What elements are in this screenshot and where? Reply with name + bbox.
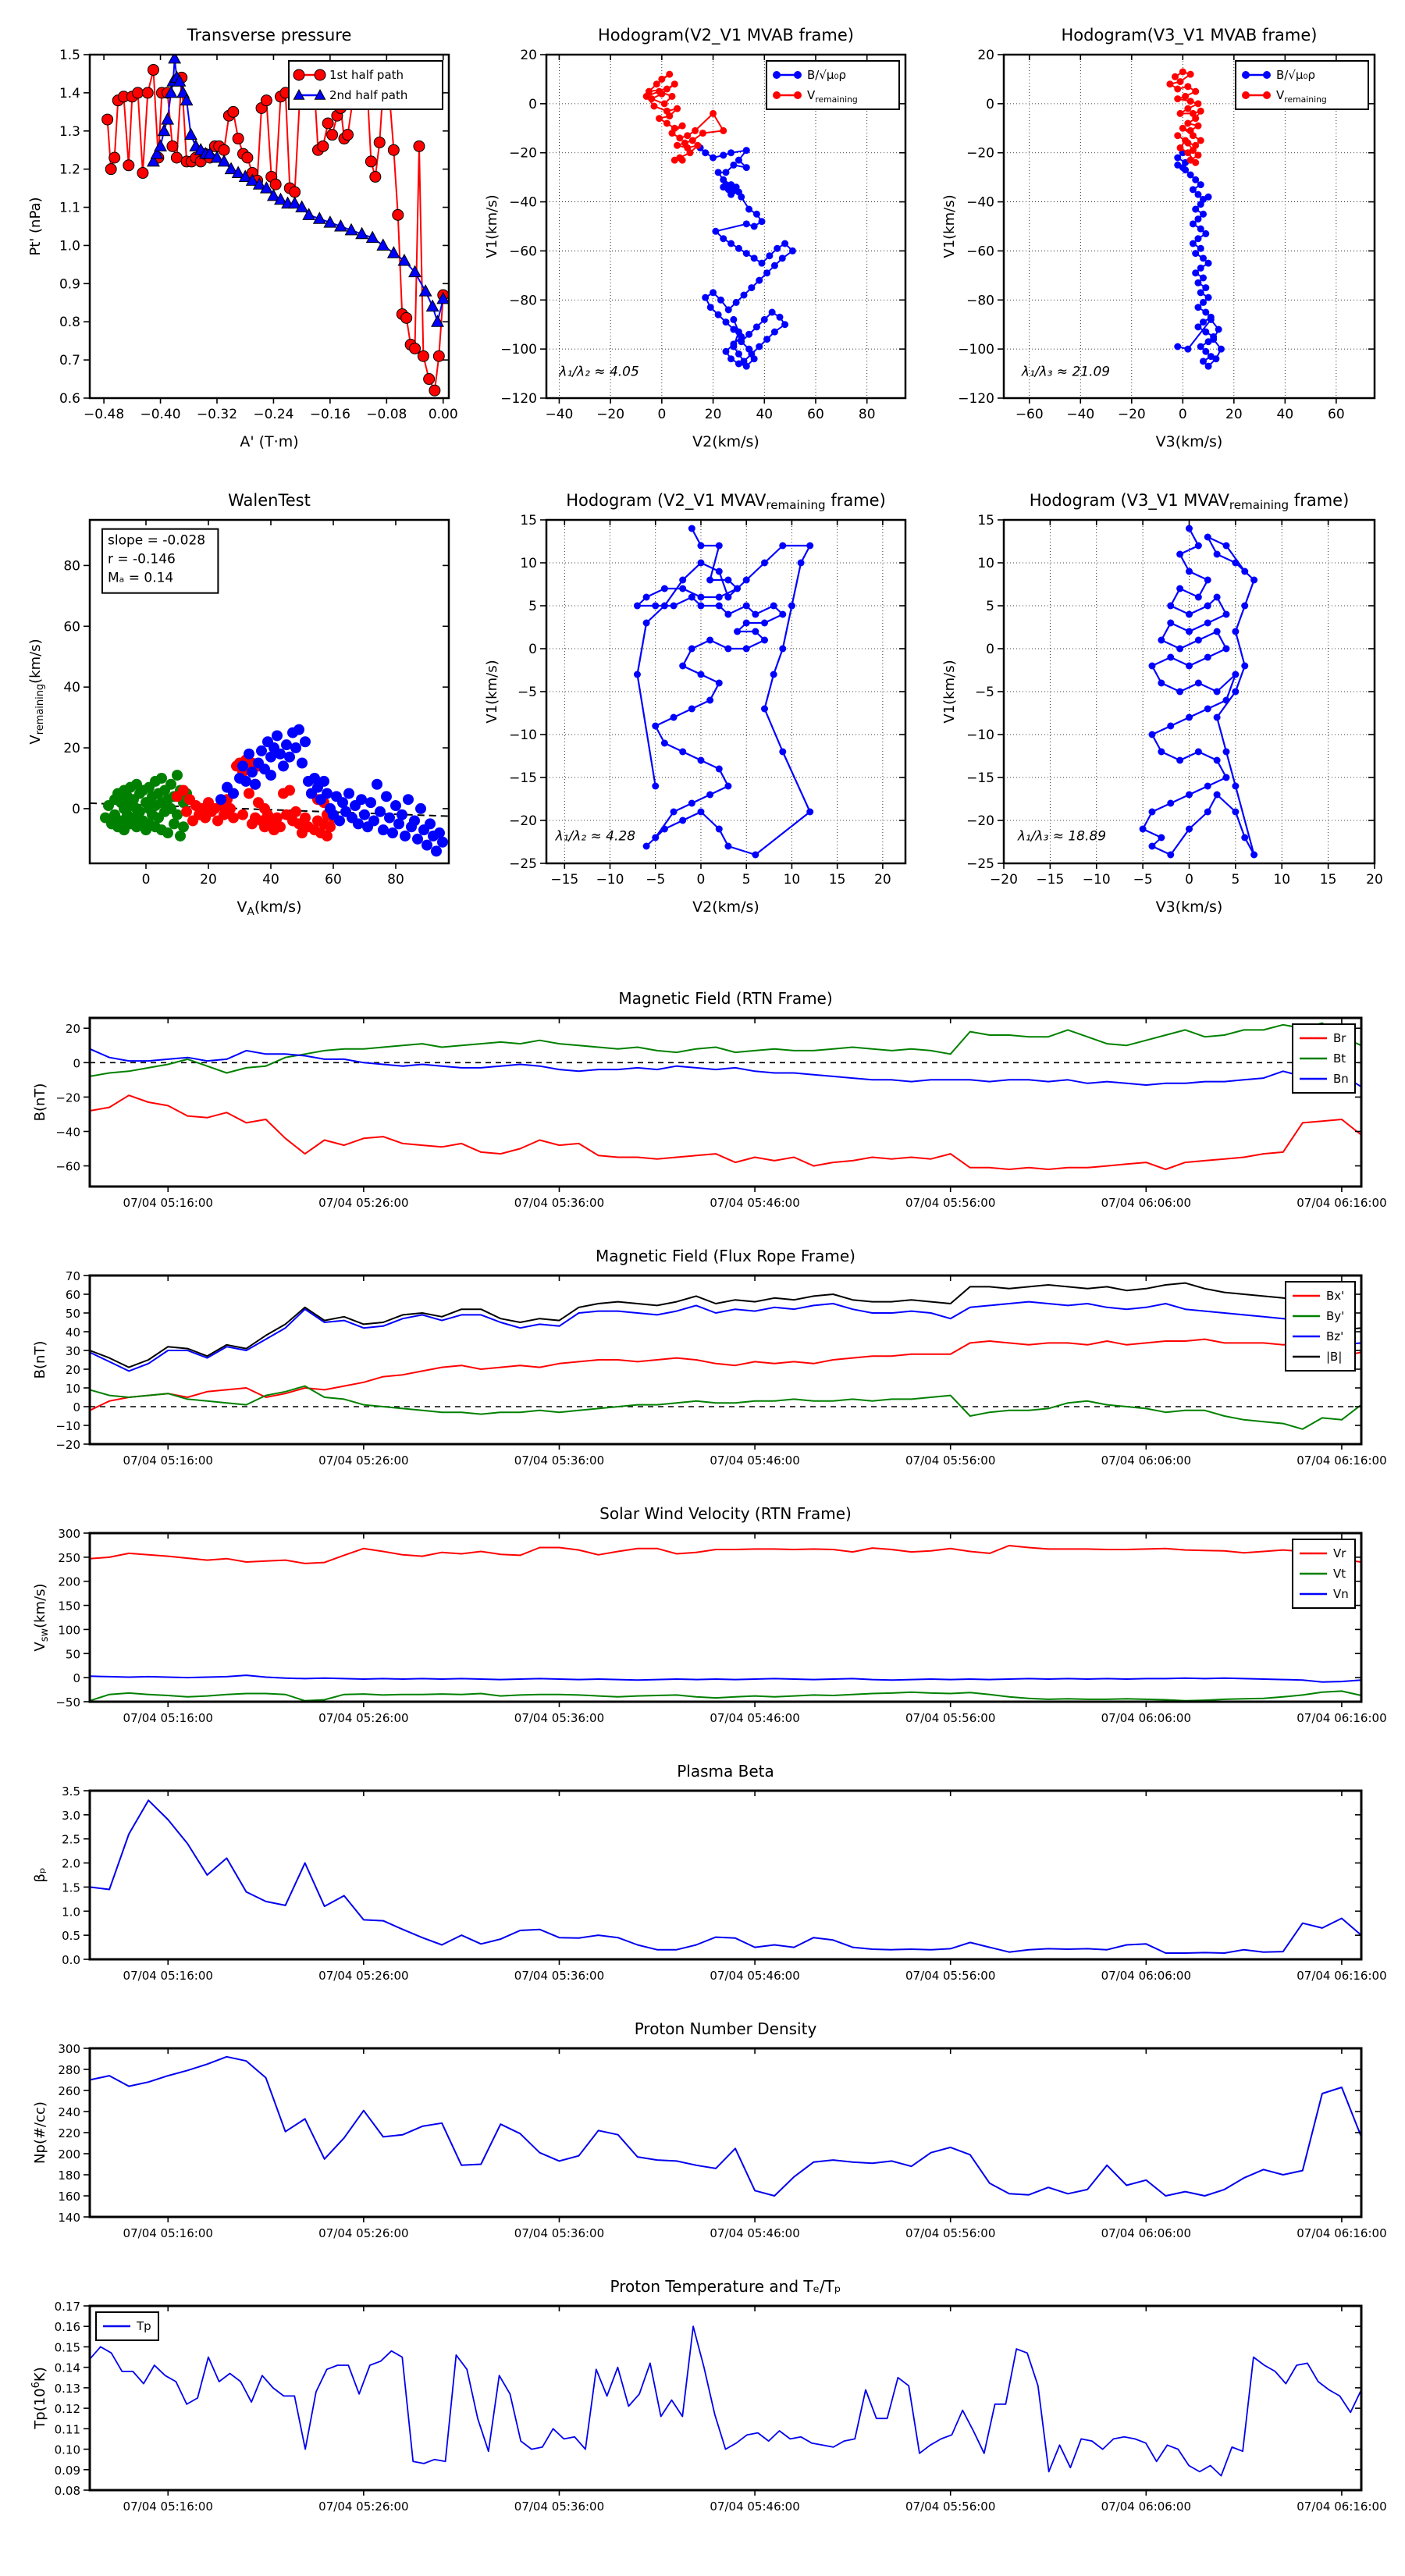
svg-text:0.9: 0.9 — [59, 276, 80, 293]
svg-text:−20: −20 — [966, 145, 994, 162]
svg-text:−25: −25 — [966, 856, 994, 872]
svg-text:Proton Temperature and Tₑ/Tₚ: Proton Temperature and Tₑ/Tₚ — [610, 2277, 841, 2296]
svg-text:−40: −40 — [509, 194, 537, 211]
svg-text:1.1: 1.1 — [59, 200, 80, 216]
svg-text:WalenTest: WalenTest — [228, 491, 311, 510]
svg-text:20: 20 — [65, 1363, 80, 1377]
svg-text:60: 60 — [325, 872, 342, 888]
panel-proton-number-density — [16, 2016, 1391, 2273]
svg-text:Hodogram(V3_V1 MVAB frame): Hodogram(V3_V1 MVAB frame) — [1061, 26, 1318, 44]
svg-text:0: 0 — [1178, 407, 1187, 422]
svg-text:Bx': Bx' — [1326, 1289, 1345, 1303]
svg-text:−10: −10 — [596, 872, 624, 888]
svg-text:1st half path: 1st half path — [329, 68, 404, 82]
panel-magnetic-field-rtn — [16, 985, 1391, 1243]
svg-text:10: 10 — [520, 556, 537, 571]
svg-text:−15: −15 — [550, 872, 579, 888]
svg-text:07/04 05:46:00: 07/04 05:46:00 — [710, 1969, 800, 1983]
svg-text:Tp: Tp — [137, 2319, 151, 2333]
svg-text:0: 0 — [1185, 872, 1193, 888]
svg-text:07/04 05:46:00: 07/04 05:46:00 — [710, 1453, 800, 1468]
svg-text:−120: −120 — [958, 391, 994, 407]
svg-text:07/04 05:46:00: 07/04 05:46:00 — [710, 2500, 800, 2514]
svg-text:0.16: 0.16 — [54, 2320, 80, 2335]
svg-text:−5: −5 — [646, 872, 666, 888]
svg-text:160: 160 — [58, 2190, 80, 2204]
svg-text:07/04 06:16:00: 07/04 06:16:00 — [1297, 2226, 1387, 2240]
svg-text:07/04 05:36:00: 07/04 05:36:00 — [514, 1196, 605, 1210]
svg-text:VA(km/s): $V_A(km/s)$ — [237, 898, 302, 918]
svg-text:07/04 06:06:00: 07/04 06:06:00 — [1101, 1196, 1192, 1210]
svg-text:220: 220 — [58, 2126, 80, 2140]
svg-text:0: 0 — [528, 642, 537, 657]
panel-hodogram-v2v1-mvab — [468, 9, 925, 470]
svg-text:07/04 06:06:00: 07/04 06:06:00 — [1101, 2500, 1192, 2514]
svg-text:200: 200 — [58, 2147, 80, 2161]
svg-text:20: 20 — [1366, 872, 1383, 888]
panel-magnetic-field-fluxrope — [16, 1243, 1391, 1500]
svg-text:07/04 06:16:00: 07/04 06:16:00 — [1297, 1969, 1387, 1983]
panel-hodogram-v2v1-mvav — [468, 475, 925, 935]
svg-text:Transverse pressure: Transverse pressure — [187, 26, 352, 44]
svg-text:07/04 06:16:00: 07/04 06:16:00 — [1297, 1453, 1387, 1468]
svg-text:80: 80 — [858, 407, 876, 422]
svg-text:07/04 05:26:00: 07/04 05:26:00 — [318, 2500, 409, 2514]
svg-text:07/04 05:56:00: 07/04 05:56:00 — [905, 1453, 996, 1468]
svg-text:Vremaining(km/s): $V_{remaining}(km/s)$ — [27, 639, 46, 745]
svg-text:Np(#/cc): Np(#/cc) — [32, 2101, 48, 2164]
svg-text:80: 80 — [63, 558, 80, 575]
svg-text:B(nT): B(nT) — [32, 1340, 48, 1379]
svg-text:07/04 06:06:00: 07/04 06:06:00 — [1101, 1453, 1192, 1468]
svg-text:0: 0 — [72, 801, 80, 817]
svg-text:−20: −20 — [1117, 407, 1146, 422]
svg-text:07/04 05:36:00: 07/04 05:36:00 — [514, 1711, 605, 1725]
svg-text:1.2: 1.2 — [59, 162, 80, 178]
svg-text:−10: −10 — [966, 728, 994, 743]
svg-text:07/04 05:26:00: 07/04 05:26:00 — [318, 1196, 409, 1210]
svg-text:0: 0 — [696, 872, 706, 888]
svg-text:07/04 06:16:00: 07/04 06:16:00 — [1297, 1196, 1387, 1210]
svg-text:−40: −40 — [55, 1125, 80, 1140]
svg-text:Vn: Vn — [1333, 1587, 1349, 1601]
svg-text:0.00: 0.00 — [428, 407, 458, 422]
svg-text:15: 15 — [977, 513, 994, 528]
svg-text:15: 15 — [1319, 872, 1337, 888]
svg-text:60: 60 — [63, 619, 80, 635]
svg-text:180: 180 — [58, 2169, 80, 2183]
svg-text:240: 240 — [58, 2105, 80, 2119]
svg-text:−25: −25 — [509, 856, 537, 872]
panel-walen-test — [12, 475, 468, 935]
svg-text:0.10: 0.10 — [54, 2443, 80, 2457]
svg-text:Br: Br — [1333, 1031, 1346, 1045]
svg-text:3.0: 3.0 — [62, 1808, 80, 1823]
svg-text:V1(km/s): V1(km/s) — [484, 194, 500, 258]
svg-text:80: 80 — [387, 872, 404, 888]
svg-text:0.13: 0.13 — [54, 2381, 80, 2396]
svg-text:λ₁/λ₃ ≈ 18.89: λ₁/λ₃ ≈ 18.89 — [1017, 828, 1107, 845]
svg-text:A' (T·m): A' (T·m) — [240, 433, 299, 450]
svg-text:−20: −20 — [596, 407, 625, 422]
svg-text:2.5: 2.5 — [62, 1832, 80, 1847]
svg-text:−80: −80 — [509, 293, 537, 309]
svg-text:−20: −20 — [55, 1438, 80, 1452]
svg-text:−40: −40 — [966, 194, 994, 211]
svg-text:|B|: |B| — [1326, 1350, 1343, 1364]
svg-text:07/04 05:36:00: 07/04 05:36:00 — [514, 1969, 605, 1983]
svg-text:0.7: 0.7 — [59, 353, 80, 369]
svg-text:20: 20 — [874, 872, 891, 888]
svg-text:−15: −15 — [509, 770, 537, 786]
svg-text:250: 250 — [58, 1550, 80, 1565]
svg-text:50: 50 — [65, 1647, 80, 1662]
svg-text:−10: −10 — [509, 728, 537, 743]
svg-text:07/04 06:06:00: 07/04 06:06:00 — [1101, 1969, 1192, 1983]
svg-text:07/04 05:36:00: 07/04 05:36:00 — [514, 1453, 605, 1468]
svg-text:Bz': Bz' — [1326, 1329, 1344, 1343]
svg-text:Vt: Vt — [1333, 1567, 1346, 1581]
panel-plasma-beta — [16, 1758, 1391, 2016]
svg-text:07/04 05:56:00: 07/04 05:56:00 — [905, 1196, 996, 1210]
svg-text:07/04 05:16:00: 07/04 05:16:00 — [123, 2226, 213, 2240]
svg-text:07/04 05:26:00: 07/04 05:26:00 — [318, 1453, 409, 1468]
svg-text:20: 20 — [65, 1022, 80, 1037]
svg-text:07/04 05:56:00: 07/04 05:56:00 — [905, 1969, 996, 1983]
svg-text:0.14: 0.14 — [54, 2361, 80, 2375]
svg-text:07/04 05:26:00: 07/04 05:26:00 — [318, 1969, 409, 1983]
svg-text:10: 10 — [783, 872, 801, 888]
svg-text:0.15: 0.15 — [54, 2340, 80, 2355]
svg-text:slope = -0.028: slope = -0.028 — [108, 532, 206, 549]
svg-text:−0.48: −0.48 — [84, 407, 125, 422]
svg-text:−100: −100 — [500, 342, 537, 358]
svg-text:−80: −80 — [966, 293, 994, 309]
svg-text:−5: −5 — [1133, 872, 1153, 888]
panel-proton-temperature — [16, 2273, 1391, 2546]
svg-text:0: 0 — [657, 407, 667, 422]
svg-text:−0.24: −0.24 — [253, 407, 294, 422]
svg-text:07/04 05:16:00: 07/04 05:16:00 — [123, 1196, 213, 1210]
svg-text:20: 20 — [63, 741, 80, 757]
svg-text:V1(km/s): V1(km/s) — [941, 194, 958, 258]
svg-text:−20: −20 — [55, 1091, 80, 1105]
svg-text:3.5: 3.5 — [62, 1784, 80, 1799]
svg-text:0.5: 0.5 — [62, 1929, 80, 1944]
svg-text:60: 60 — [807, 407, 824, 422]
svg-text:1.0: 1.0 — [59, 238, 80, 254]
svg-text:−20: −20 — [509, 813, 537, 829]
svg-text:−0.32: −0.32 — [196, 407, 238, 422]
svg-text:V3(km/s): V3(km/s) — [1155, 433, 1223, 450]
svg-text:70: 70 — [65, 1269, 80, 1283]
svg-text:λ₁/λ₂ ≈ 4.28: λ₁/λ₂ ≈ 4.28 — [555, 828, 636, 845]
svg-text:07/04 06:06:00: 07/04 06:06:00 — [1101, 2226, 1192, 2240]
svg-text:07/04 05:36:00: 07/04 05:36:00 — [514, 2226, 605, 2240]
svg-text:B(nT): B(nT) — [32, 1083, 48, 1122]
svg-text:07/04 05:16:00: 07/04 05:16:00 — [123, 1453, 213, 1468]
svg-text:07/04 06:06:00: 07/04 06:06:00 — [1101, 1711, 1192, 1725]
svg-text:40: 40 — [262, 872, 279, 888]
svg-text:−20: −20 — [509, 145, 537, 162]
svg-text:−10: −10 — [1082, 872, 1111, 888]
svg-text:20: 20 — [704, 407, 722, 422]
svg-text:40: 40 — [65, 1325, 80, 1340]
svg-text:1.5: 1.5 — [62, 1880, 80, 1895]
svg-text:Solar Wind Velocity (RTN Frame: Solar Wind Velocity (RTN Frame) — [599, 1504, 852, 1523]
svg-text:07/04 05:26:00: 07/04 05:26:00 — [318, 1711, 409, 1725]
svg-text:B/√μ₀ρ: B/√μ₀ρ — [807, 68, 846, 82]
svg-text:50: 50 — [65, 1307, 80, 1321]
svg-text:20: 20 — [1225, 407, 1243, 422]
svg-text:Magnetic Field (RTN Frame): Magnetic Field (RTN Frame) — [618, 989, 833, 1008]
svg-text:0: 0 — [141, 872, 151, 888]
svg-text:280: 280 — [58, 2063, 80, 2077]
svg-text:40: 40 — [63, 680, 80, 696]
svg-text:10: 10 — [977, 556, 994, 571]
svg-text:0.08: 0.08 — [54, 2484, 80, 2498]
svg-text:07/04 05:16:00: 07/04 05:16:00 — [123, 1711, 213, 1725]
svg-text:20: 20 — [520, 48, 537, 63]
svg-text:0.8: 0.8 — [59, 315, 80, 331]
svg-text:260: 260 — [58, 2084, 80, 2098]
svg-text:V2(km/s): V2(km/s) — [692, 433, 759, 450]
svg-text:−10: −10 — [55, 1419, 80, 1433]
svg-text:100: 100 — [58, 1623, 80, 1638]
svg-text:15: 15 — [520, 513, 537, 528]
svg-text:−20: −20 — [966, 813, 994, 829]
svg-text:0: 0 — [986, 642, 994, 657]
svg-text:07/04 05:46:00: 07/04 05:46:00 — [710, 2226, 800, 2240]
svg-text:−5: −5 — [974, 685, 994, 700]
svg-text:40: 40 — [756, 407, 774, 422]
svg-text:−60: −60 — [966, 244, 994, 260]
svg-text:−15: −15 — [1036, 872, 1065, 888]
svg-text:Magnetic Field (Flux Rope Fram: Magnetic Field (Flux Rope Frame) — [596, 1247, 855, 1265]
svg-text:15: 15 — [828, 872, 846, 888]
svg-text:λ₁/λ₂ ≈ 4.05: λ₁/λ₂ ≈ 4.05 — [559, 364, 639, 380]
svg-text:−50: −50 — [55, 1695, 80, 1710]
svg-text:βₚ: βₚ — [32, 1867, 48, 1883]
svg-text:20: 20 — [977, 48, 994, 63]
svg-text:−0.16: −0.16 — [309, 407, 350, 422]
svg-text:1.3: 1.3 — [59, 123, 80, 140]
svg-text:2.0: 2.0 — [62, 1856, 80, 1871]
svg-text:Vremaining: $V_{remaining}$ — [807, 88, 858, 105]
svg-text:150: 150 — [58, 1599, 80, 1614]
svg-text:300: 300 — [58, 1527, 80, 1541]
panel-hodogram-v3v1-mvab — [926, 9, 1394, 470]
svg-text:0.09: 0.09 — [54, 2463, 80, 2478]
svg-text:0.0: 0.0 — [62, 1953, 80, 1967]
svg-text:2nd half path: 2nd half path — [329, 88, 408, 102]
svg-text:0: 0 — [73, 1056, 80, 1071]
svg-text:B/√μ₀ρ: B/√μ₀ρ — [1276, 68, 1315, 82]
svg-text:V2(km/s): V2(km/s) — [692, 898, 759, 916]
svg-text:07/04 05:16:00: 07/04 05:16:00 — [123, 1969, 213, 1983]
svg-text:Tp(106K): $Tp(10^6K)$ — [30, 2367, 48, 2429]
svg-text:Plasma Beta: Plasma Beta — [677, 1762, 774, 1781]
svg-text:200: 200 — [58, 1574, 80, 1589]
svg-text:07/04 05:56:00: 07/04 05:56:00 — [905, 1711, 996, 1725]
svg-text:07/04 05:46:00: 07/04 05:46:00 — [710, 1196, 800, 1210]
svg-text:V1(km/s): V1(km/s) — [484, 660, 500, 724]
svg-text:Bt: Bt — [1333, 1051, 1346, 1066]
svg-text:1.4: 1.4 — [59, 85, 80, 101]
svg-text:−5: −5 — [517, 685, 537, 700]
svg-text:V1(km/s): V1(km/s) — [941, 660, 958, 724]
svg-text:07/04 05:26:00: 07/04 05:26:00 — [318, 2226, 409, 2240]
svg-text:07/04 05:56:00: 07/04 05:56:00 — [905, 2226, 996, 2240]
panel-hodogram-v3v1-mvav — [926, 475, 1394, 935]
svg-text:40: 40 — [1276, 407, 1294, 422]
svg-text:140: 140 — [58, 2211, 80, 2225]
svg-text:−0.08: −0.08 — [366, 407, 407, 422]
svg-text:0: 0 — [73, 1671, 80, 1686]
svg-text:07/04 05:16:00: 07/04 05:16:00 — [123, 2500, 213, 2514]
svg-text:0: 0 — [986, 96, 994, 112]
svg-text:Vremaining: $V_{remaining}$ — [1276, 88, 1327, 105]
svg-text:07/04 05:56:00: 07/04 05:56:00 — [905, 2500, 996, 2514]
svg-text:By': By' — [1326, 1309, 1345, 1323]
svg-text:−15: −15 — [966, 770, 994, 786]
svg-text:0: 0 — [528, 96, 537, 112]
svg-text:5: 5 — [528, 599, 537, 614]
svg-text:20: 20 — [200, 872, 217, 888]
svg-text:30: 30 — [65, 1344, 80, 1358]
svg-text:−120: −120 — [500, 391, 537, 407]
svg-text:−40: −40 — [1066, 407, 1095, 422]
svg-text:Bn: Bn — [1333, 1072, 1349, 1086]
svg-text:1.5: 1.5 — [59, 48, 80, 63]
svg-text:−60: −60 — [509, 244, 537, 260]
svg-text:−0.40: −0.40 — [140, 407, 181, 422]
svg-text:λ₁/λ₃ ≈ 21.09: λ₁/λ₃ ≈ 21.09 — [1021, 364, 1111, 380]
svg-text:300: 300 — [58, 2042, 80, 2056]
svg-text:0.6: 0.6 — [59, 391, 80, 407]
svg-text:Hodogram(V2_V1 MVAB frame): Hodogram(V2_V1 MVAB frame) — [598, 26, 854, 44]
svg-text:0.12: 0.12 — [54, 2402, 80, 2417]
svg-text:60: 60 — [65, 1288, 80, 1302]
svg-text:Proton Number Density: Proton Number Density — [634, 2019, 817, 2038]
svg-text:5: 5 — [742, 872, 751, 888]
svg-text:−100: −100 — [958, 342, 994, 358]
svg-text:07/04 06:16:00: 07/04 06:16:00 — [1297, 1711, 1387, 1725]
svg-text:V3(km/s): V3(km/s) — [1155, 898, 1223, 916]
svg-text:07/04 05:46:00: 07/04 05:46:00 — [710, 1711, 800, 1725]
svg-text:−60: −60 — [55, 1159, 80, 1174]
svg-text:Vsw(km/s): $V_{sw}(km/s)$ — [32, 1583, 51, 1652]
svg-text:−40: −40 — [545, 407, 574, 422]
svg-text:10: 10 — [1273, 872, 1291, 888]
svg-text:r = -0.146: r = -0.146 — [108, 551, 176, 568]
svg-text:5: 5 — [1231, 872, 1240, 888]
panel-solar-wind-velocity — [16, 1500, 1391, 1758]
svg-text:1.0: 1.0 — [62, 1905, 80, 1920]
svg-text:−60: −60 — [1015, 407, 1044, 422]
svg-text:Hodogram (V3_V1 MVAVremaining: Hodogram (V3_V1 MVAVremaining frame) — [1029, 491, 1350, 512]
svg-text:07/04 06:16:00: 07/04 06:16:00 — [1297, 2500, 1387, 2514]
panel-transverse-pressure — [12, 9, 468, 470]
svg-text:5: 5 — [986, 599, 994, 614]
svg-text:10: 10 — [65, 1382, 80, 1396]
svg-text:07/04 05:36:00: 07/04 05:36:00 — [514, 2500, 605, 2514]
svg-text:60: 60 — [1328, 407, 1345, 422]
svg-text:−20: −20 — [990, 872, 1018, 888]
svg-text:Pt' (nPa): Pt' (nPa) — [27, 197, 44, 256]
svg-text:Vr: Vr — [1333, 1546, 1346, 1560]
svg-text:0: 0 — [73, 1400, 80, 1414]
svg-text:Hodogram (V2_V1 MVAVremaining: Hodogram (V2_V1 MVAVremaining frame) — [566, 491, 886, 512]
svg-text:0.17: 0.17 — [54, 2300, 80, 2314]
svg-text:Mₐ = 0.14: Mₐ = 0.14 — [108, 570, 174, 586]
svg-text:0.11: 0.11 — [54, 2422, 80, 2437]
